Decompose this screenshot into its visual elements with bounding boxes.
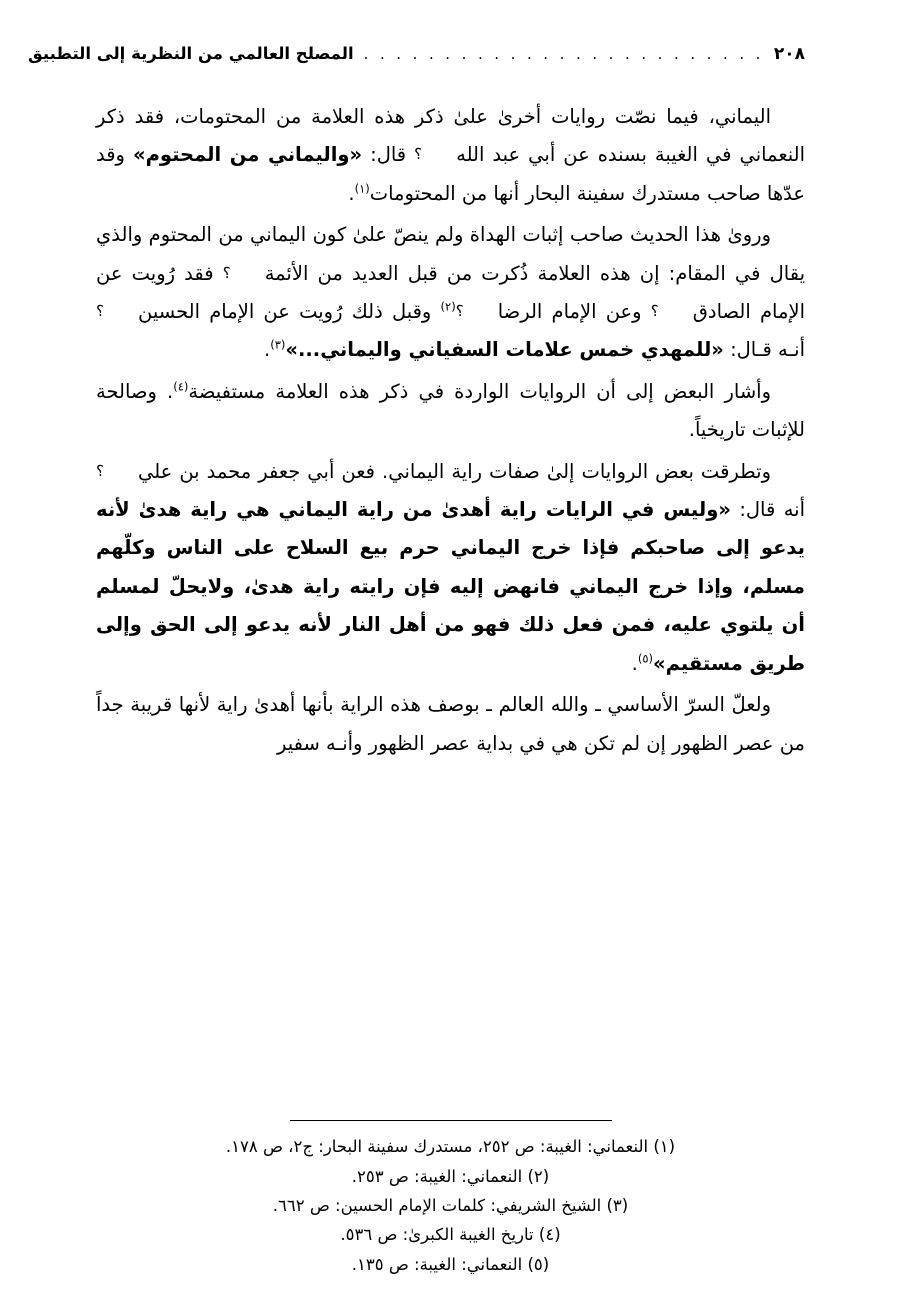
honorific-symbol: ؟ [222,263,231,282]
text-run: . [631,651,638,675]
running-title: المصلح العالمي من النظرية إلى التطبيق [28,44,354,63]
paragraph [96,453,805,683]
footnote-area [96,1114,805,1279]
footnote-item: (٥) النعماني: الغيبة: ص ١٣٥. [351,1254,550,1274]
footnote-separator [290,1120,612,1121]
text-run: وقد عدّها صاحب مستدرك سفينة البحار أنها من المحتومات [96,143,805,205]
text-run: ولعلّ السرّ الأساسي ـ والله العالم ـ بوصف هذه الراية بأنها أهدىٰ راية لأنها قريبة جداً من عصر الظهور إن لم تكن هي في بداية عصر الظهور وأنـه سفير [96,693,805,755]
footnote-reference[interactable]: (٢) [440,299,456,314]
page-number: ٢٠٨ [773,44,805,64]
text-run: اليماني، فيما نصّت روايات أخرىٰ علىٰ ذكر هذه العلامة من المحتومات، فقد ذكر النعماني في الغيبة بسنده عن أبي عبد الله [96,105,805,167]
text-run: . وصالحة للإثبات تاريخياً. [96,379,805,442]
footnote-reference[interactable]: (٤) [173,379,189,394]
body-text [96,98,805,1114]
text-run: وقبل ذلك رُويت عن الإمام الحسين [137,300,441,324]
paragraph [96,216,805,370]
honorific-symbol: ؟ [455,302,464,321]
footnote-item: (٤) تاريخ الغيبة الكبرىٰ: ص ٥٣٦. [340,1225,561,1245]
text-run: . [348,181,355,205]
honorific-symbol: ؟ [96,461,104,480]
footnote-list [96,1132,805,1279]
paragraph [96,686,805,763]
text-run: فقد رُويت عن الإمام الصادق [96,261,805,324]
text-run: وروىٰ هذا الحديث صاحب إثبات الهداة ولم ينصّ علىٰ كون اليماني من المحتوم والذي يقال في المقام: إن هذه العلامة ذُكرت من قبل العديد من الأئمة [96,223,805,285]
quoted-narration: «وليس في الرايات راية أهدىٰ من راية اليماني هي راية هدىٰ لأنه يدعو إلى صاحبكم فإذا خرج اليماني حرم بيع السلاح على الناس وكلّهم مسلم، وإذا خرج اليماني فانهض إليه فإن رايته راية هدىٰ، ولايحلّ لمسلم أن يلتوي عليه، فمن فعل ذلك فهو من أهل النار لأنه يدعو إلى الحق وإلى طريق مستقيم» [96,498,805,675]
text-run: قال: [362,143,415,167]
footnote-reference[interactable]: (١) [354,181,370,196]
footnote-reference[interactable]: (٥) [637,651,654,666]
paragraph [96,373,805,450]
text-run: . [263,338,271,362]
quoted-narration: «للمهدي خمس علامات السفياني واليماني...» [285,338,724,362]
text-run: وتطرقت بعض الروايات إلىٰ صفات راية اليماني. فعن أبي جعفر محمد بن علي [137,459,771,483]
text-run: أنـه قـال: [723,338,805,362]
paragraph [96,98,805,213]
footnote-item: (٣) الشيخ الشريفي: كلمات الإمام الحسين: ص ٦٦٢. [272,1195,629,1215]
header-dot-leader: . . . . . . . . . . . . . . . . . . . . . . . . . [363,45,764,63]
honorific-symbol: ؟ [414,145,423,164]
footnote-item: (٢) النعماني: الغيبة: ص ٢٥٣. [351,1166,550,1186]
text-run: وعن الإمام الرضا [497,300,651,324]
honorific-symbol: ؟ [650,302,659,321]
page-header [28,44,805,68]
footnote-reference[interactable]: (٣) [270,337,286,352]
honorific-symbol: ؟ [96,302,104,321]
footnote-item: (١) النعماني: الغيبة: ص ٢٥٢، مستدرك سفينة البحار: ج٢، ص ١٧٨. [225,1137,676,1157]
text-run: وأشار البعض إلى أن الروايات الواردة في ذكر هذه العلامة مستفيضة [188,379,771,403]
quoted-narration: «واليماني من المحتوم» [132,143,363,167]
text-run: أنه قال: [730,498,806,522]
